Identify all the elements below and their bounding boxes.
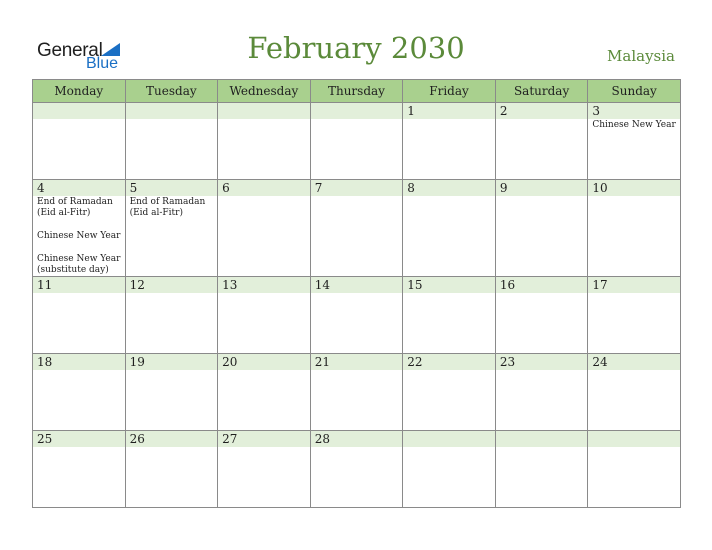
weekday-header: Friday [403,80,496,103]
day-number [33,103,125,119]
day-number: 9 [496,180,588,196]
weekday-header: Sunday [588,80,681,103]
day-number: 11 [33,277,125,293]
day-number: 20 [218,354,310,370]
holiday-event: Chinese New Year [37,231,121,241]
day-number [218,103,310,119]
day-cell [125,277,218,354]
day-cell [125,431,218,508]
day-number: 8 [403,180,495,196]
day-cell [588,103,681,180]
day-number: 2 [496,103,588,119]
day-cell [310,103,403,180]
day-cell [125,354,218,431]
day-number: 10 [588,180,680,196]
holiday-event: End of Ramadan (Eid al-Fitr) [129,197,206,218]
day-cell [218,431,311,508]
day-cell [403,180,496,277]
day-cell [310,180,403,277]
day-cell [33,431,126,508]
day-number: 18 [33,354,125,370]
day-number: 26 [126,431,218,447]
day-cell [588,180,681,277]
calendar-grid [32,79,681,508]
day-number [126,103,218,119]
day-number: 14 [311,277,403,293]
day-number: 27 [218,431,310,447]
day-number: 21 [311,354,403,370]
day-cell [218,103,311,180]
day-cell [403,277,496,354]
weekday-header: Saturday [495,80,588,103]
event-list [33,196,125,276]
day-number: 13 [218,277,310,293]
day-number: 22 [403,354,495,370]
day-number [311,103,403,119]
day-number: 6 [218,180,310,196]
day-cell [495,354,588,431]
day-cell [125,103,218,180]
week-row [33,277,681,354]
weekday-header: Thursday [310,80,403,103]
week-row [33,103,681,180]
holiday-event: Chinese New Year (substitute day) [37,254,121,275]
day-cell [495,103,588,180]
event-list [126,196,218,219]
holiday-event: End of Ramadan (Eid al-Fitr) [37,197,113,218]
day-cell [495,431,588,508]
day-cell [218,354,311,431]
day-cell [218,180,311,277]
day-cell [33,103,126,180]
day-number: 12 [126,277,218,293]
weekday-header: Monday [33,80,126,103]
day-cell [495,277,588,354]
day-cell [403,103,496,180]
day-cell [218,277,311,354]
day-number: 16 [496,277,588,293]
day-number: 24 [588,354,680,370]
day-cell [403,431,496,508]
day-number [588,431,680,447]
day-cell [33,277,126,354]
event-list [588,119,680,131]
day-cell [125,180,218,277]
day-number: 17 [588,277,680,293]
day-number: 23 [496,354,588,370]
day-number: 4 [33,180,125,196]
day-number [403,431,495,447]
day-cell [588,431,681,508]
brand-general-text: General [37,40,103,61]
day-cell [33,180,126,277]
day-cell [33,354,126,431]
day-number: 28 [311,431,403,447]
day-cell [403,354,496,431]
week-row [33,180,681,277]
day-cell [495,180,588,277]
weekday-header-row [33,80,681,103]
week-row [33,354,681,431]
holiday-event: Chinese New Year [592,120,676,130]
day-number: 25 [33,431,125,447]
day-cell [310,354,403,431]
day-number: 15 [403,277,495,293]
day-number: 19 [126,354,218,370]
day-cell [310,431,403,508]
day-cell [588,277,681,354]
weekday-header: Tuesday [125,80,218,103]
page-title: February 2030 [247,31,465,65]
weekday-header: Wednesday [218,80,311,103]
day-number: 1 [403,103,495,119]
day-number [496,431,588,447]
brand-blue-text: Blue [86,55,119,72]
country-label: Malaysia [607,47,675,65]
day-number: 7 [311,180,403,196]
day-cell [588,354,681,431]
day-cell [310,277,403,354]
week-row [33,431,681,508]
day-number: 5 [126,180,218,196]
day-number: 3 [588,103,680,119]
